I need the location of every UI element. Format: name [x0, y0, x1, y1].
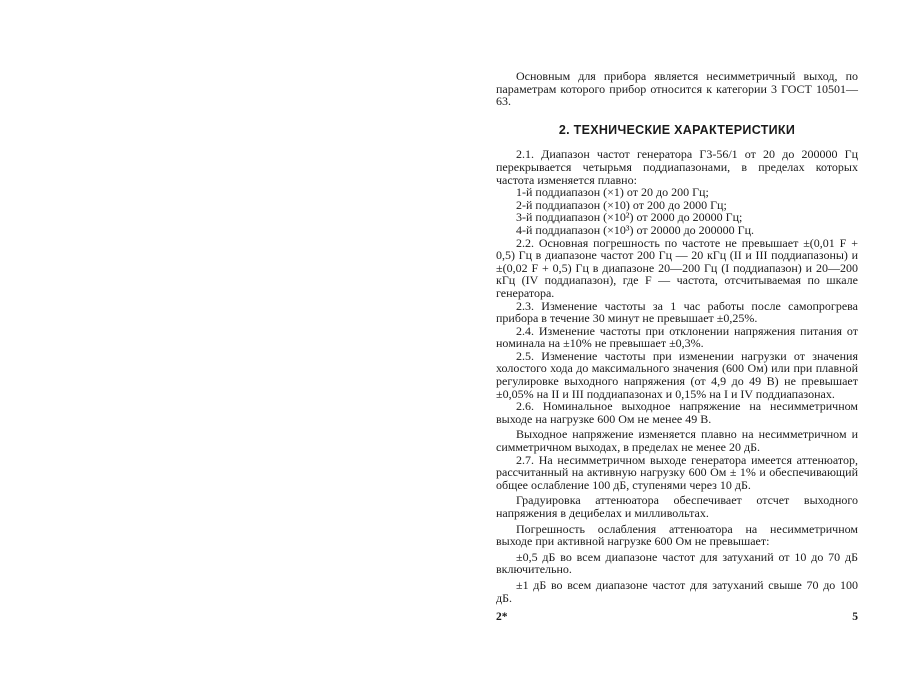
- page-footer: [496, 611, 858, 623]
- paragraph-2-4: 2.4. Изменение частоты при отклонении напряжения питания от номинала на ±10% не превышает ±0,3%.: [496, 323, 858, 351]
- paragraph-2-7-error-low: ±0,5 дБ во всем диапазоне частот для затуханий от 10 до 70 дБ включительно.: [496, 549, 858, 577]
- page-number: 5: [852, 611, 858, 623]
- subrange-3: 3-й поддиапазон (×10²) от 2000 до 20000 Гц;: [516, 210, 743, 225]
- section-title: 2. ТЕХНИЧЕСКИЕ ХАРАКТЕРИСТИКИ: [558, 122, 796, 137]
- paragraph-2-3: 2.3. Изменение частоты за 1 час работы после самопрогрева прибора в течение 30 минут не превышает ±0,25%.: [496, 298, 858, 326]
- paragraph-2-7-calibration: Градуировка аттенюатора обеспечивает отсчет выходного напряжения в децибелах и милливольтах.: [496, 493, 858, 520]
- subrange-1: 1-й поддиапазон (×1) от 20 до 200 Гц;: [516, 185, 709, 200]
- paragraph-2-7: 2.7. На несимметричном выходе генератора имеется аттенюатор, рассчитанный на активную нагрузку 600 Ом ± 1% и обеспечивающий общее ослабление 100 дБ, ступенями через 10 дБ.: [496, 452, 858, 492]
- paragraph-2-5: 2.5. Изменение частоты при изменении нагрузки от значения холостого хода до максимального значения (600 Ом) или при плавной регулировке выходного напряжения (от 4,9 до 49 В) не превышает ±0,05% на II и III поддиапазонах и 0,15% на I и IV поддиапазонах.: [496, 348, 858, 401]
- document-page: [496, 70, 858, 604]
- subrange-4: 4-й поддиапазон (×10³) от 20000 до 200000 Гц.: [516, 222, 755, 237]
- subrange-2: 2-й поддиапазон (×10) от 200 до 2000 Гц;: [516, 197, 727, 212]
- intro-paragraph: Основным для прибора является несимметричный выход, по параметрам которого прибор относится к категории 3 ГОСТ 10501—63.: [496, 69, 858, 109]
- paragraph-2-1: 2.1. Диапазон частот генератора Г3-56/1 от 20 до 200000 Гц перекрывается четырьмя поддиапазонами, в пределах которых частота изменяется плавно:: [496, 147, 858, 187]
- paragraph-2-7-error: Погрешность ослабления аттенюатора на несимметричном выходе при активной нагрузке 600 Ом не превышает:: [496, 521, 858, 549]
- paragraph-2-6-output: Выходное напряжение изменяется плавно на несимметричном и симметричном выходах, в пределах не менее 20 дБ.: [496, 427, 858, 455]
- signature-mark: 2*: [496, 611, 508, 623]
- paragraph-2-2: 2.2. Основная погрешность по частоте не превышает ±(0,01 F + 0,5) Гц в диапазоне частот 200 Гц — 20 кГц (II и III поддиапазоны) и ±(0,02 F + 0,5) Гц в диапазоне 20—200 Гц (I поддиапазон) и 20—200 кГц (IV поддиапазон), где F — частота, отсчитываемая по шкале генератора.: [496, 235, 858, 300]
- paragraph-2-7-error-high: ±1 дБ во всем диапазоне частот для затуханий свыше 70 до 100 дБ.: [496, 577, 858, 605]
- paragraph-2-6: 2.6. Номинальное выходное напряжение на несимметричном выходе на нагрузке 600 Ом не менее 49 В.: [496, 399, 858, 426]
